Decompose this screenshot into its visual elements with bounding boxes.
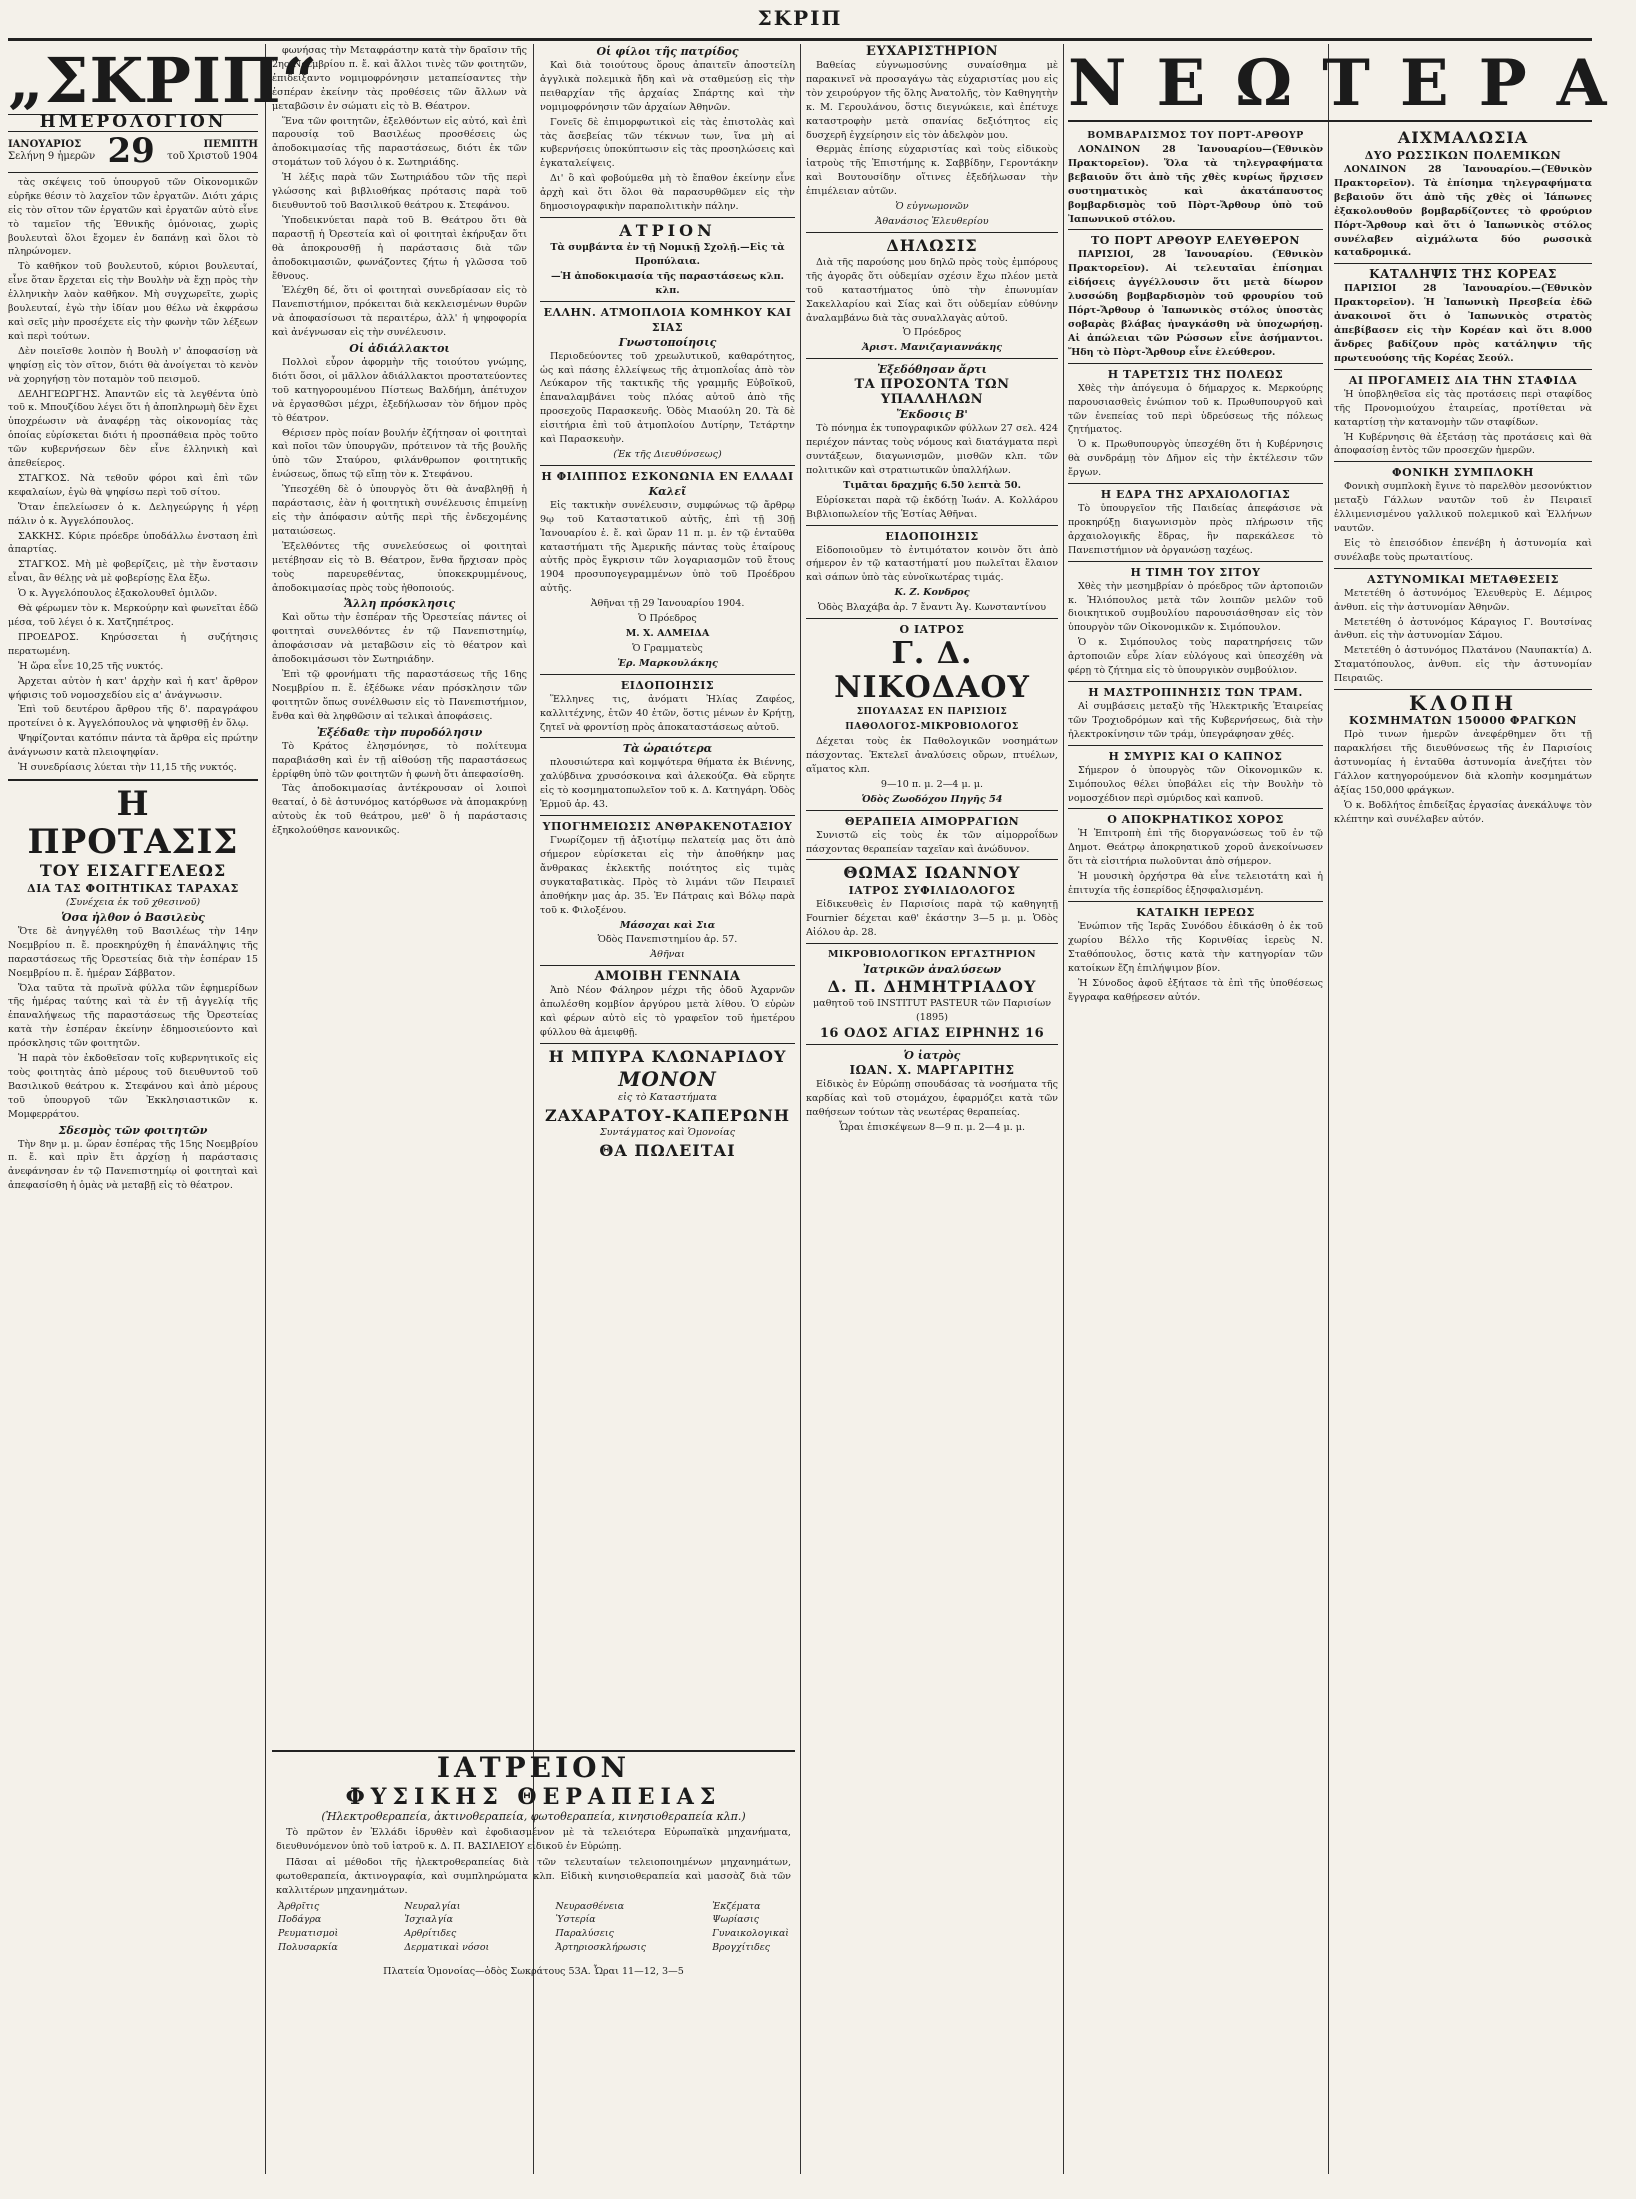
divider xyxy=(806,943,1058,944)
paragraph: Καὶ οὕτω τὴν ἑσπέραν τῆς Ὀρεστείας πάντες οἱ φοιτηταὶ συνελθόντες ἐν τῷ Πανεπιστημίῳ, ἀποφάσισαν νὰ μεταβῶσιν εἰς τὸ θέατρον καὶ ἀποδοκιμάσωσι τὸν Σωτηριάδην. xyxy=(272,612,527,666)
top-rule xyxy=(8,38,1592,41)
paragraph: εἰς τὸ Καταστήματα xyxy=(617,1091,717,1103)
paragraph: ΠΑΡΙΣΙΟΙ, 28 Ἰανουαρίου. (Ἐθνικὸν Πρακτορεῖον). Αἱ τελευταῖαι ἐπίσημαι εἰδήσεις ἀγγέλλουσιν ὅτι μετὰ δίωρον λυσσώδη βομβαρδισμὸν τοῦ φρουρίου τοῦ Πόρτ-Ἄρθουρ ὁ Ἰαπωνικὸς στόλος ὑποστὰς σοβαρὰς βλάβας ἠναγκάσθη νὰ ὑποχωρήσῃ. Αἱ ἀπώλειαι τῶν Ρώσσων εἶνε ἀσήμαντοι. Ἤδη τὸ Πὸρτ-Ἄρθουρ εἶνε ἐλεύθερον. xyxy=(1068,249,1323,358)
article-heading: ΚΑΤΑΙΚΗ ΙΕΡΕΩΣ xyxy=(1136,905,1255,919)
divider xyxy=(540,1043,795,1044)
paragraph: Χθὲς τὴν ἀπόγευμα ὁ δήμαρχος κ. Μερκούρης παρουσιασθεὶς ἐνώπιον τοῦ κ. Πρωθυπουργοῦ καὶ τῶν ἐνεπείας τοῦ περὶ ὑδρεύσεως τῆς πόλεως ζητήματος. xyxy=(1068,382,1323,436)
list-item: Ψωρίασις xyxy=(712,1914,759,1926)
paragraph: Θὰ φέρωμεν τὸν κ. Μερκούρην καὶ φωνεῖται ἐδῶ μέσα, τοῦ λέγει ὁ κ. Χατζηπέτρος. xyxy=(8,603,258,628)
ad-tail: ΘΑ ΠΩΛΕΙΤΑΙ xyxy=(599,1140,736,1160)
paragraph: Ἡ Κυβέρνησις θὰ ἐξετάσῃ τὰς προτάσεις καὶ θὰ ἀποφασίσῃ ἐντὸς τῶν προσεχῶν ἡμερῶν. xyxy=(1334,431,1592,457)
divider xyxy=(540,815,795,816)
divider xyxy=(1334,568,1592,569)
paragraph: Τὸ ὑπουργεῖον τῆς Παιδείας ἀπεφάσισε νὰ προκηρύξῃ διαγωνισμὸν πρὸς πλήρωσιν τῆς ἀρχαιολογικῆς ἕδρας, ἣν παρεκάλεσε τὸ Πανεπιστήμιον νὰ ὀργανώσῃ ταχέως. xyxy=(1068,503,1323,556)
diary-weekday: ΠΕΜΠΤΗ xyxy=(203,138,258,150)
article-heading: Η ΕΔΡΑ ΤΗΣ ΑΡΧΑΙΟΛΟΓΙΑΣ xyxy=(1100,488,1291,502)
masthead: „ΣΚΡΙΠ“ xyxy=(8,44,319,117)
iatreio-address: Πλατεία Ὁμονοίας—ὁδὸς Σωκράτους 53Α. Ὧραι 11—12, 3—5 xyxy=(383,1965,684,1977)
list-item: Νευρασθένεια xyxy=(555,1900,625,1912)
divider xyxy=(540,674,795,675)
paragraph: Ἀρχεται αὐτὸν ἡ κατ' ἀρχὴν καὶ ἡ κατ' ἄρθρον ψήφισις τοῦ νομοσχεδίου εἰς α' ἀνάγνωσιν. xyxy=(8,675,258,701)
list-item: Πολυσαρκία xyxy=(278,1942,338,1954)
divider xyxy=(8,779,258,781)
column-rule xyxy=(265,44,266,2174)
article-heading: ΒΟΜΒΑΡΔΙΣΜΟΣ ΤΟΥ ΠΟΡΤ-ΑΡΘΟΥΡ xyxy=(1087,130,1304,141)
divider xyxy=(1334,689,1592,690)
paragraph: Μετετέθη ὁ ἀστυνόμος Ἐλευθερὺς Ε. Δέμιρος ἀνθυπ. εἰς τὴν ἀστυνομίαν Ἀθηνῶν. xyxy=(1334,587,1592,613)
divider xyxy=(1334,369,1592,370)
list-item: Νευραλγίαι xyxy=(404,1900,461,1912)
paragraph: φωνήσας τὴν Μεταφράστην κατὰ τὴν δραῖσιν τῆς 2ης Νοεμβρίου π. ἔ. καὶ ἄλλοι τινὲς τῶν φοιτητῶν, ἐπιδείξαντο νομιμοφρόνησιν μεταπείσαντες τὴν ἑσπέραν ἐκείνην τὰς προθέσεις τῶν ἄλλων νὰ μεταβῶσιν ἐν σώματι εἰς τὸ Β. Θέατρον. xyxy=(272,45,527,112)
diary-year: τοῦ Χριστοῦ 1904 xyxy=(167,150,258,162)
divider xyxy=(806,810,1058,811)
paragraph: Θερμὰς ἐπίσης εὐχαριστίας καὶ τοὺς εἰδικοὺς ἰατροὺς τῆς Ἐπιστήμης κ. Σαββίδην, Γεροντάκην καὶ Βουτουσίδην οἵτινες ἐξεδήλωσαν τὴν ἐπιμέλειαν αὐτῶν. xyxy=(806,144,1058,198)
column-rule xyxy=(1328,44,1329,2174)
paragraph: Συντάγματος καὶ Ὁμονοίας xyxy=(599,1126,736,1138)
divider xyxy=(540,965,795,966)
list-item: Ἀρτηριοσκλήρωσις xyxy=(555,1942,646,1954)
paragraph: Ὅτε δὲ ἀνηγγέλθη τοῦ Βασιλέως τὴν 14ην Νοεμβρίου π. ἔ. προεκηρύχθη ἡ ἐπανάληψις τῆς παραστάσεως τῆς Ὀρεστείας διὰ τὴν ἑσπέραν 15 Νοεμβρίου π. ἔ. ἡμέραν Σάββατον. xyxy=(8,925,258,979)
paragraph: μαθητοῦ τοῦ INSTITUT PASTEUR τῶν Παρισίων (1895) xyxy=(812,998,1052,1024)
paragraph: τὰς σκέψεις τοῦ ὑπουργοῦ τῶν Οἰκονομικῶν εὑρῆκε θέσιν τὸ λαχεῖον τῶν ἐργατῶν. Διότι χάρις εἰς τὸν σῖτον τῶν ἐργατῶν καὶ ἐργατῶν αὐτὸ εἶνε τὸ ταμεῖον τῆς Ἐθνικῆς ὁμόνοιας, χωρὶς βουλευταὶ ὅλοι ἔχομεν ἐν δαπάνῃ καὶ ὅλοι τὸ πληρώνομεν. xyxy=(8,176,258,258)
signature: Ὁ Πρόεδρος xyxy=(902,327,962,339)
paragraph: ΠΡΟΕΔΡΟΣ. Κηρύσσεται ἡ συζήτησις περατωμένη. xyxy=(8,631,258,657)
paragraph: Ἀπὸ Νέον Φάληρον μέχρι τῆς ὁδοῦ Ἀχαρνῶν ἀπωλέσθη κομβίον ἀργύρου μετὰ λίθου. Ὁ εὑρὼν καὶ φέρων αὐτὸ εἰς τὸ γραφεῖον τοῦ ἡμετέρου φύλλου θὰ ἀμειφθῇ. xyxy=(540,985,795,1038)
protasis-subtitle: ΤΟΥ ΕΙΣΑΓΓΕΛΕΩΣ xyxy=(39,860,227,880)
paragraph: Ἐξελθόντες τῆς συνελεύσεως οἱ φοιτηταὶ μετέβησαν εἰς τὸ Β. Θέατρον, ἔνθα ἤρχισαν πρὸς τοὺς παρευρεθέντας, ὑποκεκρυμμένους, ἀποδοκιμασίας πρὸς τοὺς ἠθοποιούς. xyxy=(272,540,527,594)
ad-heading: ΘΕΡΑΠΕΙΑ ΑΙΜΟΡΡΑΓΙΩΝ xyxy=(844,814,1020,828)
paragraph: Βαθείας εὐγνωμοσύνης συναίσθημα μὲ παρακινεῖ νὰ προσαγάγω τὰς εὐχαριστίας μου εἰς τὸν χειρούργον τῆς ὅλης Ἀνατολῆς, τὸν Καθηγητὴν κ. Μ. Γερουλάνου, ὅστις διεγνώκειε, καὶ ἐπέτυχε καταστροφὴν μετὰ σπανίας δεξιότητος εἰς δυσχερῆ ἐγχείρησιν εἰς τὸν ἀδελφὸν μου. xyxy=(806,60,1058,141)
paragraph: Γνωρίζομεν τῇ ἀξιοτίμῳ πελατείᾳ μας ὅτι ἀπὸ σήμερον εὑρίσκεται εἰς τὴν ἀποθήκην μας ἄνθρακας ἐκλεκτῆς ποιότητος εἰς τιμὰς συγκαταβατικὰς. Πρὸς τὸ λιμάνι τῶν Πειραιεῖ ἀποθήκην μας ἀρ. 35. Ἐν Πάτραις καὶ Βόλῳ παρὰ τοῦ κ. Φιλοξένου. xyxy=(540,835,795,916)
paragraph: Αἱ συμβάσεις μεταξὺ τῆς Ἠλεκτρικῆς Ἑταιρείας τῶν Τροχιοδρόμων καὶ τῆς Κυβερνήσεως, διὰ τὴν ἠλεκτροκίνησιν τῶν τράμ, ὑπεγράφησαν χθές. xyxy=(1068,701,1323,740)
paragraph: Ἡ παρὰ τὸν ἐκδοθεῖσαν τοῖς κυβερνητικοῖς εἰς τοὺς φοιτητὰς ἀπὸ μέρους τοῦ διευθυντοῦ τοῦ Βασιλικοῦ θεάτρου κ. Στεφάνου καὶ ἀπὸ μέρους τοῦ ὑπουργοῦ τῶν Ἐκκλησιαστικῶν κ. Μομφερράτου. xyxy=(8,1053,258,1120)
ad-heading: Η ΜΠΥΡΑ ΚΛΩΝΑΡΙΔΟΥ xyxy=(548,1046,787,1066)
iatreio-title: ΙΑΤΡΕΙΟΝ xyxy=(436,1751,631,1784)
paragraph: ΔΕΛΗΓΕΩΡΓΗΣ. Ἀπαντῶν εἰς τὰ λεγθέντα ὑπὸ τοῦ κ. Μπουζίδου λέγει ὅτι ἡ ἀποπληρωμὴ δὲν ἔχει ὑποχρέωσιν νὰ ἀναφέρῃ τὰς οἰκονομίας τὰς ὁποίας εὑρίσκεται διότι ἡ προσπάθεια πρὸς τοῦτο τῶν κυβερνήσεων δὲν εἶνε ἐλληνικὴ καὶ ἀπεθείερος. xyxy=(8,388,258,470)
paragraph: Ὁ κ. Ἀγγελόπουλος ἐξακολουθεῖ ὁμιλῶν. xyxy=(18,588,218,600)
signature: Ἐρ. Μαρκουλάκης xyxy=(617,657,718,669)
ad-heading: ΤΑ ΠΡΟΣΟΝΤΑ ΤΩΝ ΥΠΑΛΛΗΛΩΝ xyxy=(854,377,1010,408)
list-item: Ποδάγρα xyxy=(278,1914,322,1926)
paragraph: πλουσιώτερα καὶ κομψότερα θήματα ἐκ Βιέννης, χαλύβδινα χρυσόσκοινα καὶ ἀλεκούζα. Θὰ εὕρητε εἰς τὸ κοσμηματοπωλεῖον τοῦ κ. Δ. Κατηγάρη. Ὁδὸς Ἑρμοῦ ἀρ. 43. xyxy=(540,757,795,811)
article-heading: ΕΥΧΑΡΙΣΤΗΡΙΟΝ xyxy=(866,44,998,59)
doctor-name: Δ. Π. ΔΗΜΗΤΡΙΑΔΟΥ xyxy=(827,977,1037,997)
paragraph: Ἐπὶ τοῦ δευτέρου ἄρθρου τῆς δ'. παραγράφου προτείνει ὁ κ. Ἀγγελόπουλος νὰ ψηφισθῇ ἐν ὅλῳ. xyxy=(8,704,258,730)
ad-subheading: Ἰατρικῶν ἀναλύσεων xyxy=(862,963,1002,977)
divider xyxy=(1334,461,1592,462)
paragraph: Δὲν ποιεῖσθε λοιπὸν ἡ Βουλὴ ν' ἀποφασίσῃ νὰ ψηφίσῃ εἰς τὸν σῖτον, διότι θὰ ἀνοίγεται τὸ κενὸν νὰ χορηγήσῃ τὸν ποταμὸν τοῦ πεισμοῦ. xyxy=(8,345,258,385)
article-heading: Η ΜΑΣΤΡΟΠΙΝΗΣΙΣ ΤΩΝ ΤΡΑΜ. xyxy=(1088,686,1303,699)
paragraph: Ἐλέχθη δέ, ὅτι οἱ φοιτηταὶ συνεδρίασαν εἰς τὸ Πανεπιστήμιον, πρόκειται διὰ κεκλεισμένων θυρῶν νὰ ἀποφασίσωσι τὰ περαιτέρω, ἀλλ' ἡ ψηφοφορία καὶ ἀνέγνωσαν εἰς τὴν συνέλευσιν. xyxy=(272,285,527,339)
paragraph: Εἰδικευθεὶς ἐν Παρισίοις παρὰ τῷ καθηγητῇ Fournier δέχεται καθ' ἑκάστην 3—5 μ. μ. Ὁδὸς Αἰόλου ἀρ. 28. xyxy=(806,899,1058,939)
ad-subheading: ΠΑΘΟΛΟΓΟΣ-ΜΙΚΡΟΒΙΟΛΟΓΟΣ xyxy=(845,722,1019,733)
paragraph: Τὸ πόνημα ἐκ τυπογραφικῶν φύλλων 27 σελ. 424 περιέχον πάντας τοὺς νόμους καὶ διατάγματα περὶ συντάξεων, διαγωνισμῶν, μισθῶν κλπ. τῶν πολιτικῶν καὶ στρατιωτικῶν ὑπαλλήλων. xyxy=(806,423,1058,476)
divider xyxy=(540,465,795,466)
paragraph: Τὰ συμβάντα ἐν τῇ Νομικῇ Σχολῇ.—Εἰς τὰ Προπύλαια. xyxy=(550,241,785,267)
paragraph: Ὁ κ. Πρωθυπουργὸς ὑπεσχέθη ὅτι ἡ Κυβέρνησις θὰ συνδράμῃ τὸν Δῆμον εἰς τὴν ἐκτέλεσιν τῶν ἔργων. xyxy=(1068,439,1323,479)
list-item: Ἀρθρῖτις xyxy=(278,1900,320,1912)
paragraph: Ἕλληνες τις, ἀνόματι Ἠλίας Ζαφέος, καλλιτέχνης, ἐτῶν 40 ἐτῶν, ὅστις μένων ἐν Κρήτῃ, ζητεῖ νὰ φροντίσῃ πρὸς ἀποκαταστάσεως αὐτοῦ. xyxy=(540,693,795,733)
signature: Ὁ εὐγνωμονῶν xyxy=(895,201,969,213)
paragraph: Ὑποδεικνύεται παρὰ τοῦ Β. Θεάτρου ὅτι θὰ παραστῇ ἡ Ὀρεστεία καὶ οἱ φοιτηταὶ ἐκήρυξαν ὅτι θὰ ἀποκρουσθῇ ἡ παράστασις διὰ τῶν ἀποδοκιμασιῶν, φωνάζοντες ζήτω ἡ γλῶσσα τοῦ ἔθνους. xyxy=(272,214,527,282)
paragraph: Περιοδεύοντες τοῦ χρεωλυτικοῦ, καθαρότητος, ὡς καὶ πάσης ἐλλείψεως τῆς ἀτμοπλοΐας ἀπὸ τὸν Λεύκαρον τῆς τακτικῆς τῆς γραμμῆς Εὐβοϊκοῦ, ἐπαναλαμβάνει τοὺς πλόας αὐτοῦ ἀπὸ τῆς προσεχοῦς Παρασκευῆς. Ὁδὸς Μιαούλη 20. Τὰ δὲ εἰσιτήρια ἐπὶ τοῦ ἀτμοπλοίου Δυτίρην, Τετάρτην καὶ Παρασκευὴν. xyxy=(540,350,795,446)
paragraph: Τὸ Κράτος ἐλησμόνησε, τὸ πολίτευμα παραβιάσθη καὶ ἐν τῇ αἰθούσῃ τῆς παραστάσεως ἐρρίφθη ὑπὸ τῶν φοιτητῶν ἡ φωνὴ ὅτι ἀπεφασίσθη. xyxy=(272,740,527,780)
paragraph: Εὑρίσκεται παρὰ τῷ ἐκδότῃ Ἰωάν. Α. Κολλάρου Βιβλιοπωλείον τῆς Ἑστίας Ἀθῆναι. xyxy=(806,494,1058,520)
divider xyxy=(1068,808,1323,809)
divider xyxy=(540,301,795,302)
diary-month: ΙΑΝΟΥΑΡΙΟΣ xyxy=(8,138,82,150)
column-6 xyxy=(1334,128,1592,2174)
ad-heading: Ο ΙΑΤΡΟΣ xyxy=(899,623,965,637)
article-heading: ΚΛΟΠΗ xyxy=(1408,691,1518,716)
diary-day: 29 xyxy=(107,130,155,171)
column-3 xyxy=(540,44,795,1744)
paragraph: Πολλοὶ εὗρον ἀφορμὴν τῆς τοιούτου γνώμης, διότι ὅσοι, οἱ μᾶλλον ἀδιάλλακτοι προστατεύοντες τοῦ κατηγορουμένου Πίστεως Βαλδήμη, ἀπέτυχον νὰ ἐργασθῶσι μέχρι, ἐξεδήλωσαν τὸν δήμον πρὸς τὸ θέατρον. xyxy=(272,357,527,424)
divider xyxy=(806,525,1058,526)
divider xyxy=(1334,263,1592,264)
paragraph: Τὴν 8ην μ. μ. ὥραν ἑσπέρας τῆς 15ης Νοεμβρίου π. ἔ. καὶ πρὶν ἔτι ἀρχίσῃ ἡ παράστασις ἀνεφάνησαν ἐν τῷ Πανεπιστημίῳ οἱ φοιτηταὶ καὶ ἀπεφασίσθη ἡ ὁμὰς νὰ μεταβῇ εἰς τὸ θέατρον. xyxy=(8,1138,258,1192)
paragraph: —Ἡ ἀποδοκιμασία τῆς παραστάσεως κλπ. κλπ. xyxy=(551,270,784,296)
list-column xyxy=(555,1900,646,1956)
paragraph: Ἕνα τῶν φοιτητῶν, ἐξελθόντων εἰς αὐτό, καὶ ἐπὶ παρουσίᾳ τοῦ Βασιλέως προσθέσεις ὡς ἀποδοκιμασίας τῆς παραστάσεως, διότι ἐκ τῶν στομάτων τοῦ λόγου ὁ κ. Σωτηριάδης. xyxy=(272,115,527,169)
protasis-heading: ΔΙΑ ΤΑΣ ΦΟΙΤΗΤΙΚΑΣ ΤΑΡΑΧΑΣ xyxy=(27,881,239,895)
paragraph: Ἐπὶ τῷ φρονήματι τῆς παραστάσεως τῆς 16ης Νοεμβρίου π. ἔ. ἐξέδωκε νέαν πρόσκλησιν τῶν φοιτητῶν ὅπως συνέλθωσιν εἰς τὸ Πανεπιστήμιον, ἔνθα καὶ θὰ ληφθῶσιν αἱ τελικαὶ ἀποφάσεις. xyxy=(272,669,527,722)
divider xyxy=(8,172,258,173)
ad-subheading: ΙΑΤΡΟΣ ΣΥΦΙΛΙΔΟΛΟΓΟΣ xyxy=(848,884,1016,898)
article-heading: ΑΣΤΥΝΟΜΙΚΑΙ ΜΕΤΑΘΕΣΕΙΣ xyxy=(1367,572,1559,586)
signature: Ἀθανάσιος Ἐλευθερίου xyxy=(875,215,989,227)
paragraph: Τὰς ἀποδοκιμασίας ἀντέκρουσαν οἱ λοιποὶ θεαταί, ὁ δὲ ἀστυνόμος κατόρθωσε νὰ ἀπομακρύνῃ αὐτοὺς ἐκ τοῦ θεάτρου, μεθ' ὃ ἡ παράστασις ἐξηκολούθησε κανονικῶς. xyxy=(272,783,527,837)
signature: Ὁδὸς Πανεπιστημίου ἀρ. 57. xyxy=(597,934,738,946)
list-item: Δερματικαὶ νόσοι xyxy=(404,1942,490,1954)
paragraph: Ψηφίζονται κατόπιν πάντα τὰ ἄρθρα εἰς πρώτην ἀνάγνωσιν κατὰ πλειοψηφίαν. xyxy=(8,733,258,759)
subheading: Σδεσμὸς τῶν φοιτητῶν xyxy=(58,1123,208,1137)
article-heading: ΦΟΝΙΚΗ ΣΥΜΠΛΟΚΗ xyxy=(1392,466,1534,480)
paragraph: Ὅταν ἐπελείωσεν ὁ κ. Δεληγεώργης ἡ γέρῃ πάλιν ὁ κ. Ἀγγελόπουλος. xyxy=(8,501,258,527)
protasis-sub: Ὁσα ἠλθον ὁ Βασιλεὺς xyxy=(61,910,205,924)
ad-subheading: ΜΟΝΟΝ xyxy=(618,1066,717,1091)
iatreio-note: (Ἠλεκτροθεραπεία, ἀκτινοθεραπεία, φωτοθεραπεία, κινησιοθεραπεία κλπ.) xyxy=(321,1810,746,1823)
ad-subheading: Καλεῖ xyxy=(648,484,687,498)
paragraph: Εἰς τὸ ἐπεισόδιον ἐπενέβη ἡ ἀστυνομία καὶ συνέλαβε τοὺς πρωταιτίους. xyxy=(1334,537,1592,563)
article-heading: Οἱ φίλοι τῆς πατρίδος xyxy=(596,45,739,58)
paragraph: ΛΟΝΔΙΝΟΝ 28 Ἰανουαρίου—(Ἐθνικὸν Πρακτορεῖον). Ὅλα τὰ τηλεγραφήματα βεβαιοῦν ὅτι ἀπὸ τῆς χθὲς κυρίως ἤρχισεν συστηματικὸς καὶ ἀκατάπαυστος βομβαρδισμὸς τοῦ Πὸρτ-Ἄρθουρ ὑπὸ τοῦ Ἰαπωνικοῦ στόλου. xyxy=(1068,144,1323,225)
article-heading: ΑΙΧΜΑΛΩΣΙΑ xyxy=(1397,128,1529,147)
ad-heading: Η ΦΙΛΙΠΠΟΣ ΕΣΚΟΝΩΝΙΑ ΕΝ ΕΛΛΑΔΙ xyxy=(541,469,794,483)
ad-heading: ΜΙΚΡΟΒΙΟΛΟΓΙΚΟΝ ΕΡΓΑΣΤΗΡΙΟΝ xyxy=(827,949,1037,961)
paragraph: Εἰδοποιοῦμεν τὸ ἐντιμότατον κοινὸν ὅτι ἀπὸ σήμερον ἐν τῷ καταστήματί μου πωλεῖται ἔλαιον καὶ σάπων ὑπὸ τὰς εὐνοϊκωτέρας τιμάς. xyxy=(806,544,1058,584)
paragraph: Πᾶσαι αἱ μέθοδοι τῆς ἠλεκτροθεραπείας διὰ τῶν τελευταίων τελειοποιημένων μηχανημάτων, φωτοθεραπεία, ἀκτινογραφία, καὶ συμπληρώματα κλπ. Εἰδικὴ κινησιοθεραπεία καὶ μασσὰζ διὰ τῶν καλλιτέρων μηχανημάτων. xyxy=(276,1856,791,1896)
paragraph: ΛΟΝΔΙΝΟΝ 28 Ἰανουαρίου.—(Ἐθνικὸν Πρακτορεῖον). Τὰ ἐπίσημα τηλεγραφήματα βεβαιοῦν ὅτι ἀπὸ τῆς χθὲς οἱ Ἰάπωνες ἐξακολουθοῦν βομβαρδίζοντες τὸ φρούριον Πόρτ-Ἄρθουρ καὶ ὅτι ὁ Ἰαπωνικὸς στόλος συνέλαβεν αἰχμάλωτα δύο ρωσσικὰ καταδρομικά. xyxy=(1334,164,1592,259)
divider xyxy=(1068,363,1323,364)
ad-heading: ΥΠΟΓΗΜΕΙΩΣΙΣ ΑΝΘΡΑΚΕΝΟΤΑΞΙΟΥ xyxy=(542,820,793,834)
subheading: Οἱ ἀδιάλλακτοι xyxy=(349,342,450,356)
list-column xyxy=(278,1900,338,1956)
ad-heading: ΕΛΛΗΝ. ΑΤΜΟΠΛΟΙΑ ΚΟΜΗΚΟΥ ΚΑΙ ΣΙΑΣ xyxy=(543,305,792,334)
article-heading: ΤΟ ΠΟΡΤ ΑΡΘΟΥΡ ΕΛΕΥΘΕΡΟΝ xyxy=(1091,234,1300,248)
paragraph: Δέχεται τοὺς ἐκ Παθολογικῶν νοσημάτων πάσχοντας. Ἐκτελεῖ ἀναλύσεις οὔρων, πτυέλων, αἵματος κλπ. xyxy=(806,736,1058,775)
signature: Ἀριστ. Μανιζαγιαννάκης xyxy=(861,342,1003,354)
ad-subheading: Γνωστοποίησις xyxy=(618,335,717,349)
article-subheading: ΔΥΟ ΡΩΣΣΙΚΩΝ ΠΟΛΕΜΙΚΩΝ xyxy=(1364,149,1562,162)
paragraph: Ἡ Σύνοδος ἀφοῦ ἐξήτασε τὰ ἐπὶ τῆς ὑποθέσεως ἔγγραφα καθῄρεσεν αὐτόν. xyxy=(1068,977,1323,1003)
paragraph: Ὁδὸς Ζωοδόχου Πηγῆς 54 xyxy=(861,793,1003,805)
divider xyxy=(540,737,795,738)
divider xyxy=(1068,745,1323,746)
divider xyxy=(1068,229,1323,230)
ad-heading: Τὰ ὡραιότερα xyxy=(622,742,713,756)
article-heading: Η ΤΙΜΗ ΤΟΥ ΣΙΤΟΥ xyxy=(1130,565,1261,579)
diary-title: ΗΜΕΡΟΛΟΓΙΟΝ xyxy=(8,114,258,132)
paragraph: ΣΑΚΚΗΣ. Κύριε πρόεδρε ὑποδάλλω ἐνσταση ἐπὶ ἀπαρτίας. xyxy=(8,530,258,556)
doctor-name: Γ. Δ. ΝΙΚΟΔΑΟΥ xyxy=(834,636,1030,706)
ad-heading: ΑΜΟΙΒΗ ΓΕΝΝΑΙΑ xyxy=(594,969,741,985)
ad-subheading: ΣΠΟΥΔΑΣΑΣ ΕΝ ΠΑΡΙΣΙΟΙΣ xyxy=(856,707,1008,718)
signature: Ἀθῆναι xyxy=(650,949,685,961)
paragraph: Ὁδὸς Βλαχάβα ἀρ. 7 ἔναντι Ἁγ. Κωνσταντίνου xyxy=(817,602,1047,614)
list-item: Γυναικολογικαὶ xyxy=(712,1928,789,1940)
paragraph: Συνιστῶ εἰς τοὺς ἐκ τῶν αἱμορροΐδων πάσχοντας θεραπείαν ταχεῖαν καὶ ἀνώδυνον. xyxy=(806,829,1058,855)
subheading: Ἐξέδαθε τὴν πυροδόλησιν xyxy=(316,725,483,739)
list-item: Παραλύσεις xyxy=(555,1928,614,1940)
article-heading: Η ΣΜΥΡΙΣ ΚΑΙ Ο ΚΑΠΝΟΣ xyxy=(1108,749,1283,763)
atrion-heading: ΑΤΡΙΟΝ xyxy=(619,220,716,240)
paragraph: Ἡ ὑποβληθεῖσα εἰς τὰς προτάσεις περὶ σταφίδος τῆς Προνομιούχου ἑταιρείας, προτίθεται νὰ καταρτίσῃ τὴν κατανομὴν τῶν σταφίδων. xyxy=(1334,388,1592,428)
ad-heading: ΕΙΔΟΠΟΙΗΣΙΣ xyxy=(885,529,979,543)
paragraph: ΣΤΑΓΚΟΣ. Νὰ τεθοῦν φόροι καὶ ἐπὶ τῶν κεφαλαίων, ἐγὼ θὰ ψηφίσω περὶ τοῦ σίτου. xyxy=(8,472,258,498)
ad-subheading: Ἔκδοσις Β' xyxy=(896,408,968,422)
ad-subheading: Ἐξεδόθησαν ἄρτι xyxy=(877,363,987,377)
paragraph: Ὅλα ταῦτα τὰ πρωϊνὰ φύλλα τῶν ἐφημερίδων τῆς ἡμέρας ταύτης καὶ τὰ ἐν τῇ ἀγγελίᾳ τῆς ἐπαναλήψεως τῆς παραστάσεως τῆς Ὀρεστείας κατὰ τὴν ἑσπέραν ἐκείνην ἐδημοσιεύοντο καὶ πρόσκλησις τῶν φοιτητῶν. xyxy=(8,982,258,1050)
divider xyxy=(1068,483,1323,484)
signature: (Ἐκ τῆς Διευθύνσεως) xyxy=(613,448,722,460)
ad-subheading: Ὁ ἰατρὸς xyxy=(903,1048,961,1062)
signature: Μ. Χ. ΑΛΜΕΙΔΑ xyxy=(625,628,710,639)
ad-address: 16 ΟΔΟΣ ΑΓΙΑΣ ΕΙΡΗΝΗΣ 16 xyxy=(819,1025,1045,1041)
signature: Ὁ Γραμματεὺς xyxy=(632,642,703,654)
list-item: Ἐκζέματα xyxy=(712,1900,761,1912)
list-item: Αρθρίτιδες xyxy=(404,1928,457,1940)
article-subheading: ΚΟΣΜΗΜΑΤΩΝ 150000 ΦΡΑΓΚΩΝ xyxy=(1349,714,1577,728)
ad-heading: ΕΙΔΟΠΟΙΗΣΙΣ xyxy=(620,678,715,692)
paragraph: Ἡ συνεδρίασις λύεται τὴν 11,15 τῆς νυκτός. xyxy=(18,762,237,774)
divider xyxy=(540,217,795,218)
column-4 xyxy=(806,44,1058,2174)
paragraph: Ἡ Ἐπιτροπὴ ἐπὶ τῆς διοργανώσεως τοῦ ἐν τῷ Δημοτ. Θεάτρῳ ἀποκρηατικοῦ χοροῦ ἀνεκοίνωσεν ὅτι τὰ εἰσιτήρια πωλοῦνται ἀπὸ σήμερον. xyxy=(1068,828,1323,868)
paragraph: Δι' ὃ καὶ φοβούμεθα μὴ τὸ ἔπαθον ἐκείνην εἶνε ἀρχὴ καὶ ὅτι ὅλοι θὰ παρασυρθῶμεν εἰς τὴν δημοσιογραφικὴν παραπολιτικὴν πάλην. xyxy=(540,173,795,213)
paragraph: Τιμᾶται δραχμῆς 6.50 λεπτὰ 50. xyxy=(843,479,1021,491)
paragraph: Γονεῖς δὲ ἐπιμορφωτικοὶ εἰς τὰς ἐπιστολὰς καὶ τὰς ἄσεβείας τῶν τέκνων των, ἵνα μὴ αἱ κυβερνήσεις ὑποκύπτωσιν εἰς τὰς προσηλώσεις καὶ ἐγκαταλείψεις. xyxy=(540,116,795,170)
list-item: Ἰσχιαλγία xyxy=(404,1914,453,1926)
paragraph: Μετετέθη ὁ ἀστυνόμος Πλατάνου (Ναυπακτία) Δ. Σταματόπουλος, ἀνθυπ. εἰς τὴν ἀστυνομίαν Πειραιῶς. xyxy=(1334,645,1592,685)
column-5 xyxy=(1068,128,1323,2174)
paragraph: Διὰ τῆς παρούσης μου δηλῶ πρὸς τοὺς ἐμπόρους τῆς ἀγορᾶς ὅτι οὐδεμίαν σχέσιν ἔχω πλέον μετὰ τοῦ καταστήματος ὑπὸ τὴν ἐπωνυμίαν Σακελλαρίου καὶ Σίας καὶ ὅτι οὐδεμίαν εὐθύνην ἀναλαμβάνω διὰ τὰς συναλλαγὰς αὐτοῦ. xyxy=(806,256,1058,324)
divider xyxy=(806,232,1058,233)
paragraph: Τὸ καθῆκον τοῦ βουλευτοῦ, κύριοι βουλευταί, εἶνε ὅταν ἔρχεται εἰς τὴν Βουλὴν νὰ ἔχῃ πρὸς τὴν ἐλληνικὴν λαὸν καθῆκον. Μὴ συγχωρεῖτε, χωρὶς βουλευταί, ἐγὼ τὴν ἰδίαν μου θέλω νὰ ἐκφράσω καὶ σεῖς μὴν προσέχετε εἰς τὴν φωνὴν τῶν λέξεων καὶ περὶ τούτων. xyxy=(8,261,258,342)
paragraph: Πρὸ τινων ἡμερῶν ἀνεφέρθημεν ὅτι τῇ παρακλήσει τῆς διευθύνσεως τῆς ἐν Παρισίοις ἀστυνομίας ἡ ἐνταῦθα ἀστυνομία ἀνεζήτει τὸν Γάλλον κατηγορούμενον διὰ κλοπὴν κοσμημάτων ἀξίας 150,000 φράγκων. xyxy=(1334,729,1592,796)
diary-block xyxy=(8,130,258,171)
paragraph: Ὁ κ. Βοδλήτος ἐπιδείξας ἐργασίας ἀνεκάλυψε τὸν κλέπτην καὶ συνέλαβεν αὐτόν. xyxy=(1334,799,1592,825)
list-item: Βρογχίτιδες xyxy=(712,1942,771,1954)
article-heading: ΚΑΤΑΛΗΨΙΣ ΤΗΣ ΚΟΡΕΑΣ xyxy=(1369,267,1557,282)
paragraph: 9—10 π. μ. 2—4 μ. μ. xyxy=(880,778,984,790)
paragraph: Ὧραι ἐπισκέψεων 8—9 π. μ. 2—4 μ. μ. xyxy=(838,1121,1026,1133)
paragraph: Ἡ μουσικὴ ὀρχήστρα θὰ εἶνε τελειοτάτη καὶ ἡ ἐπιτυχία τῆς ἑσπερίδος ἐξησφαλισμένη. xyxy=(1068,871,1323,897)
divider xyxy=(1068,681,1323,682)
paragraph: Καὶ διὰ τοιούτους ὅρους ἀπαιτεῖν ἀποστείλη ἀγγλικὰ πολεμικὰ ἤδη καὶ νὰ σταθμεύσῃ εἰς τὴν πειθαρχίαν τῆς ἀρχαίας Σπάρτης καὶ τὴν νομιμοφρόνησιν τῶν ἀρχαίων Ἀθηνῶν. xyxy=(540,60,795,113)
iatreio-list xyxy=(278,1900,789,1956)
col1-text xyxy=(8,176,258,775)
running-head: ΣΚΡΙΠ xyxy=(757,6,843,30)
divider xyxy=(806,1044,1058,1045)
paragraph: Φονικὴ συμπλοκὴ ἔγινε τὸ παρελθὸν μεσονύκτιον μεταξὺ Γάλλων ναυτῶν τοῦ ἐν Πειραιεῖ ἐλλιμενισμένου γαλλικοῦ πολεμικοῦ καὶ Ἑλλήνων ναυτῶν. xyxy=(1334,481,1592,535)
iatreio-subtitle: ΦΥΣΙΚΗΣ ΘΕΡΑΠΕΙΑΣ xyxy=(345,1784,722,1810)
protasis-cont: (Συνέχεια ἐκ τοῦ χθεσινοῦ) xyxy=(65,896,201,908)
paragraph: Ἡ ὥρα εἶνε 10,25 τῆς νυκτός. xyxy=(18,660,164,672)
divider xyxy=(1068,561,1323,562)
column-rule xyxy=(1063,44,1064,2174)
iatreio-advert xyxy=(272,1750,795,2176)
neotera-banner: ΝΕΩΤΕΡΑ xyxy=(1068,46,1636,121)
paragraph: Σήμερον ὁ ὑπουργὸς τῶν Οἰκονομικῶν κ. Σιμόπουλος θέλει ὑποβάλει εἰς τὴν Βουλὴν τὸ νομοσχέδιον περὶ σμύριδος καὶ καπνοῦ. xyxy=(1068,764,1323,804)
divider xyxy=(806,859,1058,860)
paragraph: ΣΤΑΓΚΟΣ. Μὴ μὲ φοβερίζεις, μὲ τὴν ἔνστασιν εἶναι, ἂν θέλῃς νὰ μὲ φοβερίσῃς ἔλα ἔξω. xyxy=(8,559,258,585)
paragraph: Ὑπεσχέθη δὲ ὁ ὑπουργὸς ὅτι θὰ ἀναβληθῇ ἡ παράστασις, ἐὰν ἡ φοιτητικὴ συνέλευσις ἐπιμείνῃ εἰς τὴν ἀπόφασιν αὐτῆς περὶ τῆς ἐνδεχομένης ματαιώσεως. xyxy=(272,484,527,537)
signature: Ὁ Πρόεδρος xyxy=(638,613,697,625)
paragraph: Εἰδικὸς ἐν Εὐρώπῃ σπουδάσας τὰ νοσήματα τῆς καρδίας καὶ τοῦ στομάχου, ἐφαρμόζει κατὰ τῶν παθήσεων τούτων τὰς νεωτέρας θεραπείας. xyxy=(806,1078,1058,1118)
divider xyxy=(1068,901,1323,902)
article-heading: ΑΙ ΠΡΟΓΑΜΕΙΣ ΔΙΑ ΤΗΝ ΣΤΑΦΙΔΑ xyxy=(1348,373,1578,387)
doctor-name: ΙΩΑΝ. Χ. ΜΑΡΓΑΡΙΤΗΣ xyxy=(849,1062,1015,1077)
list-column xyxy=(404,1900,489,1956)
list-item: Ὑστερία xyxy=(555,1914,596,1926)
ad-name: ΖΑΧΑΡΑΤΟΥ-ΚΑΠΕΡΩΝΗ xyxy=(545,1105,790,1125)
paragraph: Ἐνώπιον τῆς Ἱερᾶς Συνόδου ἐδικάσθη ὁ ἐκ τοῦ χωρίου Βέλλο τῆς Κορινθίας ἱερεὺς Ν. Σταθόπουλος, ὅστις κατὰ τὴν κατηγορίαν τῶν κατοίκων ἔζη ἐπιλήψιμον βίον. xyxy=(1068,920,1323,974)
paragraph: Θέρισεν πρὸς ποίαν βουλήν ἐζήτησαν οἱ φοιτηταὶ καὶ ποῖοι τῶν ὑπουργῶν, πρότεινον τὰ τῆς βουλῆς ὑπὸ τῶν Σταύρου, φιλάνθρωπον φοιτητικῆς ἑνώσεως, ὅπως τῷ εἴπῃ τὸν κ. Στεφάνου. xyxy=(272,427,527,481)
paragraph: Μετετέθη ὁ ἀστυνόμος Κάραγιος Γ. Βουτσίνας ἀνθυπ. εἰς τὴν ἀστυνομίαν Σάμου. xyxy=(1334,616,1592,642)
article-heading: Η ΤΑΡΕΤΣΙΣ ΤΗΣ ΠΟΛΕΩΣ xyxy=(1107,367,1284,381)
doctor-name: ΘΩΜΑΣ ΙΩΑΝΝΟΥ xyxy=(843,863,1021,883)
signature: Μάσσχαι καὶ Σια xyxy=(619,919,716,931)
protasis-title: Η ΠΡΟΤΑΣΙΣ xyxy=(27,783,239,862)
paragraph: Τὸ πρῶτον ἐν Ἑλλάδι ἱδρυθὲν καὶ ἐφοδιασμένον μὲ τὰ τελειότερα Εὐρωπαϊκὰ μηχανήματα, διευθυνόμενον ὑπὸ τοῦ ἰατροῦ κ. Δ. Π. ΒΑΣΙΛΕΙΟΥ εἰδικοῦ ἐν Εὐρώπῃ. xyxy=(276,1827,791,1852)
signature: Κ. Ζ. Κονδρος xyxy=(894,587,970,599)
list-item: Ρευματισμοὶ xyxy=(278,1928,339,1940)
paragraph: Χθὲς τὴν μεσημβρίαν ὁ πρόεδρος τῶν ἀρτοποιῶν κ. Ἠλιόπουλος μετὰ τῶν λοιπῶν μελῶν τοῦ διοικητικοῦ συμβουλίου παρουσιάσθησαν εἰς τὸν ὑπουργὸν τῶν Οἰκονομικῶν κ. Σιμόπουλον. xyxy=(1068,580,1323,634)
divider xyxy=(806,358,1058,359)
divider xyxy=(806,618,1058,619)
column-2 xyxy=(272,44,527,1744)
diary-moon: Σελήνη 9 ἡμερῶν xyxy=(8,150,96,162)
paragraph: Εἰς τακτικὴν συνέλευσιν, συμφώνως τῷ ἄρθρῳ 9ῳ τοῦ Καταστατικοῦ αὐτῆς, ἐπὶ τῇ 30ῇ Ἰανουαρίου ἐ. ἔ. καὶ ὥραν 11 π. μ. ἐν τῷ ἐνταῦθα καταστήματι τῆς Ἀμερικῆς πάντας τοὺς ἑταίρους αὐτῆς πρὸς ἔγκρισιν τῶν λογαριασμῶν τοῦ ἔτους 1904 προσυπογεγραμμένων ὑπὸ τοῦ Προέδρου αὐτῆς. xyxy=(540,499,795,595)
paragraph: Ἡ λέξις παρὰ τῶν Σωτηριάδου τῶν τῆς περὶ γλώσσης καὶ βιβλιοθήκας πρότασις παρὰ τοῦ διευθυντοῦ τοῦ Βασιλικοῦ θεάτρου κ. Στεφάνου. xyxy=(272,172,527,211)
date-line: Ἀθῆναι τῇ 29 Ἰανουαρίου 1904. xyxy=(590,598,745,610)
list-column xyxy=(712,1900,789,1956)
column-rule xyxy=(800,44,801,2174)
paragraph: ΠΑΡΙΣΙΟΙ 28 Ἰανουαρίου.—(Ἐθνικὸν Πρακτορεῖον). Ἡ Ἰαπωνικὴ Πρεσβεία ἐδῶ ἀνακοινοῖ ὅτι ὁ Ἰαπωνικὸς στρατὸς ἀπεβίβασεν εἰς τὴν Κορέαν καὶ ὅτι 8.000 ἄνδρες βαδίζουν πρὸς κατάληψιν τῆς πρωτευούσης τῆς Κορέας Σεούλ. xyxy=(1334,283,1592,364)
ad-heading: ΔΗΛΩΣΙΣ xyxy=(886,235,978,255)
paragraph: Ὁ κ. Σιμόπουλος τοὺς παρατηρήσεις τῶν ἀρτοποιῶν εὗρε λίαν εὐλόγους καὶ ὑπεσχέθη νὰ φέρῃ τὸ ζήτημα εἰς τὸ ὑπουργικὸν συμβούλιον. xyxy=(1068,637,1323,677)
subheading: Ἄλλη πρόσκλησις xyxy=(343,597,456,611)
article-heading: Ο ΑΠΟΚΡΗΑΤΙΚΟΣ ΧΟΡΟΣ xyxy=(1107,813,1284,827)
